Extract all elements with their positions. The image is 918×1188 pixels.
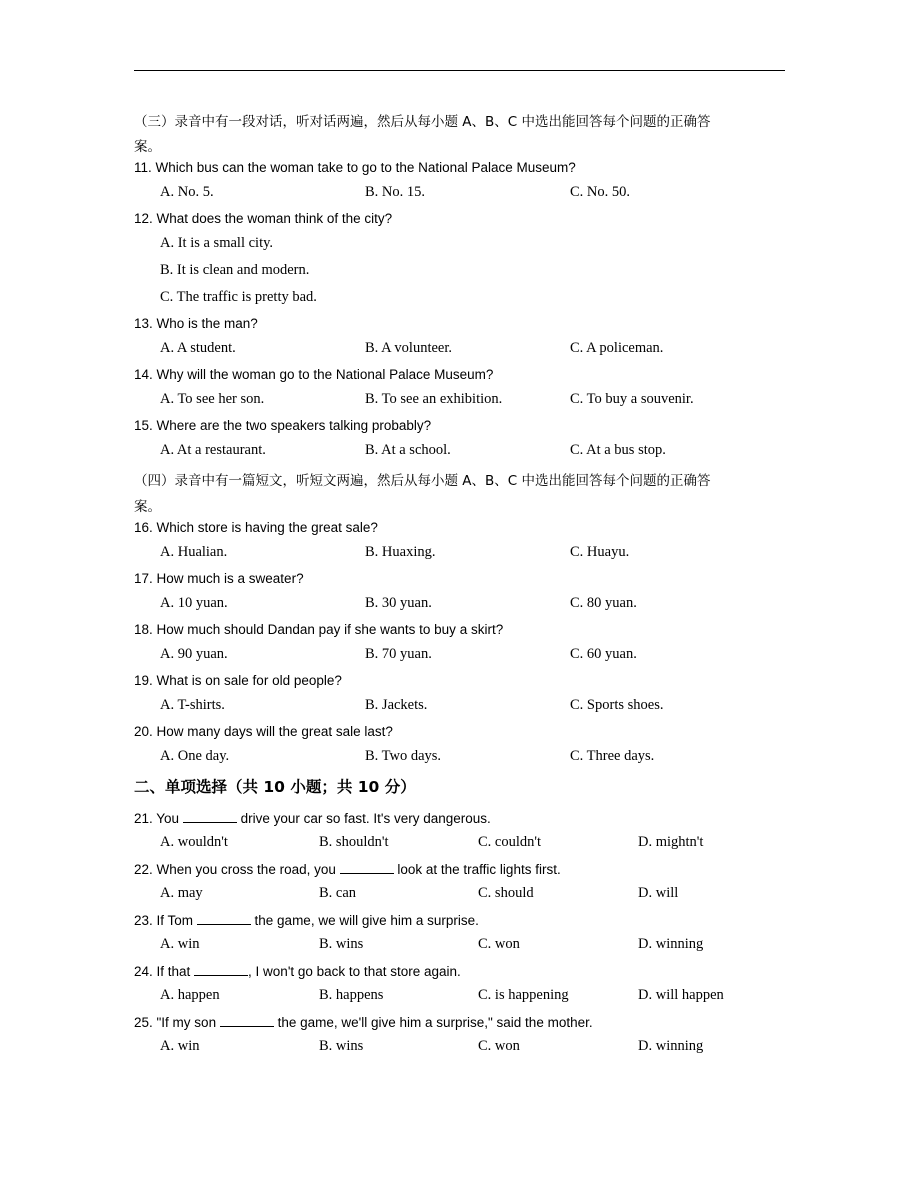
question-24: 24. If that , I won't go back to that store again. <box>134 964 461 979</box>
q25-option-b: B. wins <box>319 1038 364 1054</box>
q22-option-c: C. should <box>478 885 534 901</box>
q14-option-a: A. To see her son. <box>160 391 265 407</box>
question-22: 22. When you cross the road, you look at the traffic lights first. <box>134 862 561 877</box>
q12-option-c: C. The traffic is pretty bad. <box>160 289 317 305</box>
q13-option-b: B. A volunteer. <box>365 340 452 356</box>
answer-blank <box>340 861 394 874</box>
q11-option-c: C. No. 50. <box>570 184 631 200</box>
question-21: 21. You drive your car so fast. It's very dangerous. <box>134 811 491 826</box>
q23-option-b: B. wins <box>319 936 364 952</box>
q17-option-a: A. 10 yuan. <box>160 595 228 611</box>
q13-option-a: A. A student. <box>160 340 236 356</box>
question-18: 18. How much should Dandan pay if she wants to buy a skirt? <box>134 622 504 637</box>
q19-option-b: B. Jackets. <box>365 697 428 713</box>
section4-instruction-line1: （四）录音中有一篇短文，听短文两遍，然后从每小题 A、B、C 中选出能回答每个问题的正确答 <box>134 473 711 489</box>
question-25: 25. "If my son the game, we'll give him a surprise," said the mother. <box>134 1015 593 1030</box>
q21-option-a: A. wouldn't <box>160 834 228 850</box>
q21-option-d: D. mightn't <box>638 834 704 850</box>
q15-option-c: C. At a bus stop. <box>570 442 666 458</box>
part2-heading: 二、单项选择（共 10 小题；共 10 分） <box>134 778 416 796</box>
q16-option-a: A. Hualian. <box>160 544 228 560</box>
q24-option-a: A. happen <box>160 987 220 1003</box>
q16-option-c: C. Huayu. <box>570 544 630 560</box>
section3-instruction-line2: 案。 <box>134 139 161 155</box>
q18-option-b: B. 70 yuan. <box>365 646 432 662</box>
q19-option-a: A. T-shirts. <box>160 697 225 713</box>
q20-option-b: B. Two days. <box>365 748 442 764</box>
q18-option-c: C. 60 yuan. <box>570 646 637 662</box>
question-20: 20. How many days will the great sale last? <box>134 724 393 739</box>
q15-option-b: B. At a school. <box>365 442 451 458</box>
q12-option-b: B. It is clean and modern. <box>160 262 310 278</box>
q14-option-b: B. To see an exhibition. <box>365 391 503 407</box>
question-23: 23. If Tom the game, we will give him a surprise. <box>134 913 479 928</box>
q12-option-a: A. It is a small city. <box>160 235 274 251</box>
q24-option-c: C. is happening <box>478 987 569 1003</box>
q24-option-d: D. will happen <box>638 987 724 1003</box>
q15-option-a: A. At a restaurant. <box>160 442 266 458</box>
question-17: 17. How much is a sweater? <box>134 571 304 586</box>
question-15: 15. Where are the two speakers talking probably? <box>134 418 432 433</box>
q23-option-d: D. winning <box>638 936 704 952</box>
question-13: 13. Who is the man? <box>134 316 258 331</box>
q25-option-a: A. win <box>160 1038 200 1054</box>
q22-option-a: A. may <box>160 885 203 901</box>
question-14: 14. Why will the woman go to the National Palace Museum? <box>134 367 494 382</box>
answer-blank <box>183 810 237 823</box>
question-16: 16. Which store is having the great sale? <box>134 520 378 535</box>
q17-option-c: C. 80 yuan. <box>570 595 637 611</box>
q24-option-b: B. happens <box>319 987 384 1003</box>
question-11: 11. Which bus can the woman take to go to the National Palace Museum? <box>134 160 576 175</box>
q20-option-a: A. One day. <box>160 748 230 764</box>
q20-option-c: C. Three days. <box>570 748 655 764</box>
q13-option-c: C. A policeman. <box>570 340 664 356</box>
question-12: 12. What does the woman think of the city? <box>134 211 393 226</box>
q11-option-b: B. No. 15. <box>365 184 426 200</box>
answer-blank <box>220 1014 274 1027</box>
q25-option-c: C. won <box>478 1038 520 1054</box>
q16-option-b: B. Huaxing. <box>365 544 436 560</box>
q18-option-a: A. 90 yuan. <box>160 646 228 662</box>
question-19: 19. What is on sale for old people? <box>134 673 342 688</box>
q25-option-d: D. winning <box>638 1038 704 1054</box>
q21-option-b: B. shouldn't <box>319 834 389 850</box>
q14-option-c: C. To buy a souvenir. <box>570 391 694 407</box>
answer-blank <box>197 912 251 925</box>
q19-option-c: C. Sports shoes. <box>570 697 664 713</box>
q22-option-b: B. can <box>319 885 357 901</box>
q23-option-c: C. won <box>478 936 520 952</box>
q22-option-d: D. will <box>638 885 679 901</box>
q21-option-c: C. couldn't <box>478 834 542 850</box>
section4-instruction-line2: 案。 <box>134 499 161 515</box>
q17-option-b: B. 30 yuan. <box>365 595 432 611</box>
answer-blank <box>194 963 248 976</box>
section3-instruction-line1: （三）录音中有一段对话，听对话两遍，然后从每小题 A、B、C 中选出能回答每个问题的正确答 <box>134 114 711 130</box>
header-rule <box>134 70 785 71</box>
q23-option-a: A. win <box>160 936 200 952</box>
q11-option-a: A. No. 5. <box>160 184 214 200</box>
